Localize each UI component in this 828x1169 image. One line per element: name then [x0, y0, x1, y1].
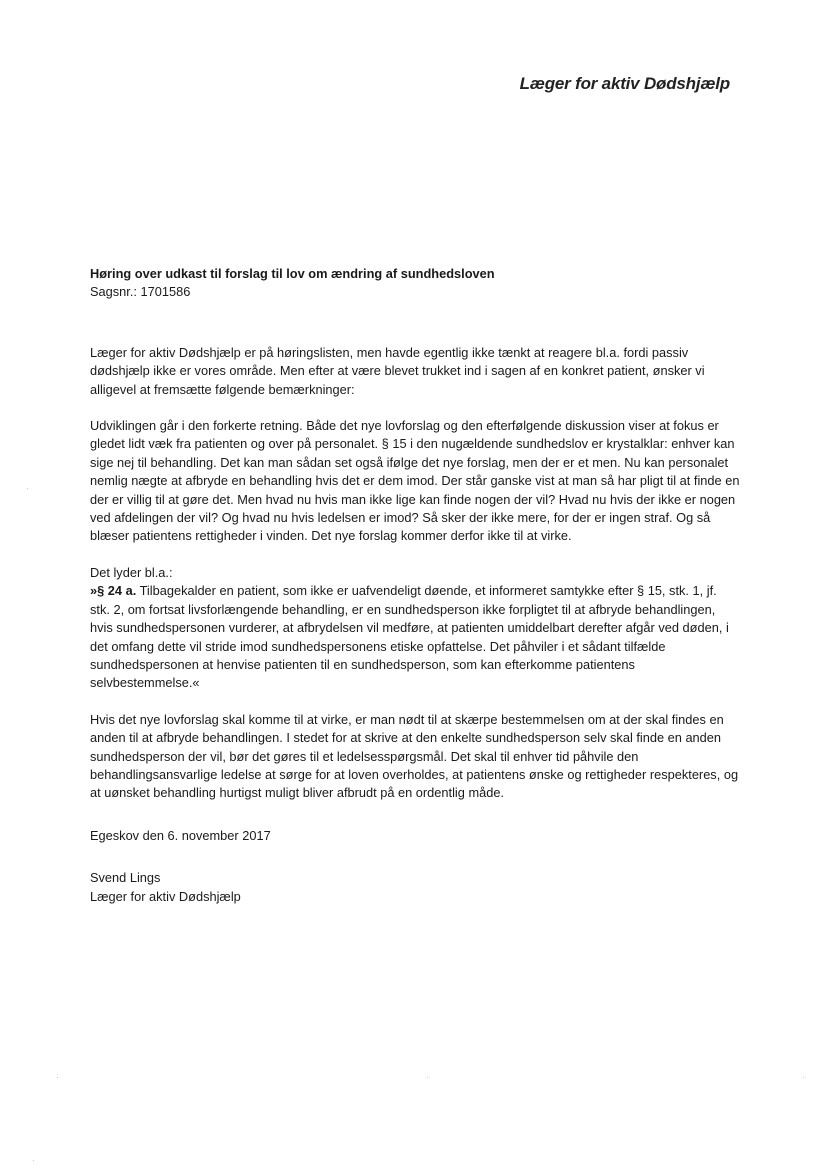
case-number: Sagsnr.: 1701586 [90, 284, 191, 300]
paragraph-proposal: Hvis det nye lovforslag skal komme til at virke, er man nødt til at skærpe bestemmelsen om at der skal findes en anden til at afbryde behandlingen. I stedet for at skrive at den enkelte sundhedsperson selv skal finde en anden sundhedsperson der vil, bør det gøres til et ledelsesspørgsmål. Det skal til enhver tid påhvile den behandlingsansvarlige ledelse at sørge for at loven overholdes, at patientens ønske og rettigheder respekteres, og at uønsket behandling hurtigst muligt bliver afbrudt på en ordentlig måde. [90, 711, 739, 801]
subject-title: Høring over udkast til forslag til lov om ændring af sundhedsloven [90, 266, 495, 281]
letterhead-organization: Læger for aktiv Dødshjælp [519, 74, 730, 93]
quote-intro: Det lyder bl.a.: [90, 564, 173, 580]
quote-section [90, 564, 740, 693]
quote-section-number: »§ 24 a. [90, 583, 137, 599]
signature-block [90, 869, 740, 906]
letter-content [90, 265, 740, 906]
quote-text: Tilbagekalder en patient, som ikke er uafvendeligt døende, et informeret samtykke efter § 15, stk. 1, jf. stk. 2, om fortsat livsforlængende behandling, er en sundhedsperson ikke forpligtet til at afbryde behandlingen, hvis sundhedspersonen vurderer, at afbrydelsen vil medføre, at patienten umiddelbart derefter afgår ved døden, i det omfang dette vil stride imod sundhedspersonens etiske opfattelse. Det påhviler i et sådant tilfælde sundhedspersonen at henvise patienten til en sundhedsperson, som kan efterkomme patientens selvbestemmelse.« [90, 583, 729, 691]
signer-organization: Læger for aktiv Dødshjælp [90, 888, 241, 904]
signer-name: Svend Lings [90, 870, 161, 886]
paragraph-development: Udviklingen går i den forkerte retning. Både det nye lovforslag og den efterfølgende diskussion viser at fokus er gledet lidt væk fra patienten og over på personalet. § 15 i den nugældende sundhedslov er krystalklar: enhver kan sige nej til behandling. Det kan man sådan set også ifølge det nye forslag, men der er et men. Nu kan personalet nemlig nægte at afbryde en behandling hvis det er dem imod. Der står ganske vist at man så har pligt til at finde en der er villig til at gøre det. Men hvad nu hvis man ikke lige kan finde nogen der vil? Hvad nu hvis der ikke er nogen ved afdelingen der vil? Og hvad nu hvis ledelsen er imod? Så sker der ikke mere, for der er ingen straf. Og så blæser patientens rettigheder i vinden. Det nye forslag kommer derfor ikke til at virke. [90, 418, 740, 544]
place-date: Egeskov den 6. november 2017 [90, 827, 271, 843]
intro-paragraph: Læger for aktiv Dødshjælp er på høringslisten, men havde egentlig ikke tænkt at reagere bl.a. fordi passiv dødshjælp ikke er vores område. Men efter at være blevet trukket ind i sagen af en konkret patient, ønsker vi alligevel at fremsætte følgende bemærkninger: [90, 344, 705, 397]
quote-paragraph [90, 582, 740, 692]
